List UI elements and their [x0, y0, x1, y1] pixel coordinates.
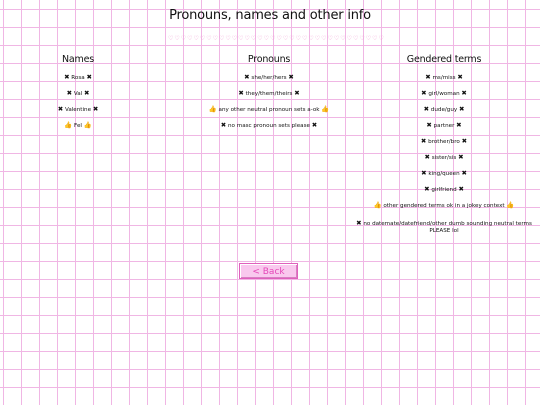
gendered-item-text: brother/bro: [428, 139, 460, 145]
crossbones-icon: ✖: [238, 89, 244, 97]
pronouns-item-text: she/her/hers: [251, 75, 287, 81]
heart-divider: ♡♡♡♡♡♡♡♡♡♡♡♡♡♡♡♡♡♡♡♡♡♡♡♡♡♡♡♡♡♡♡♡♡♡: [168, 35, 385, 42]
gendered-item: [354, 202, 534, 218]
pronouns-item: [196, 90, 342, 106]
names-item-text: Fel: [74, 123, 82, 129]
crossbones-icon: ✖: [456, 121, 462, 129]
crossbones-icon: ✖: [420, 137, 427, 145]
crossbones-icon: ✖: [220, 121, 227, 129]
gendered-item: [354, 154, 534, 170]
gendered-item: [354, 74, 534, 90]
crossbones-icon: ✖: [86, 73, 92, 81]
crossbones-icon: ✖: [458, 105, 465, 113]
gendered-item: [354, 122, 534, 138]
crossbones-icon: ✖: [311, 121, 318, 129]
names-item: [48, 90, 108, 106]
crossbones-icon: ✖: [92, 105, 99, 113]
back-button[interactable]: < Back: [239, 263, 298, 279]
crossbones-icon: ✖: [83, 89, 90, 97]
pronouns-item: [196, 74, 342, 90]
names-item-text: Rosa: [71, 75, 85, 81]
crossbones-icon: ✖: [457, 73, 463, 81]
gendered-terms-column: [354, 54, 534, 235]
names-item: [48, 122, 108, 138]
crossbones-icon: ✖: [288, 73, 294, 81]
names-column: [48, 54, 108, 138]
gendered-item: [354, 138, 534, 154]
crossbones-icon: ✖: [64, 73, 70, 81]
gendered-item: [354, 90, 534, 106]
crossbones-icon: ✖: [424, 153, 430, 161]
pronouns-item: [196, 122, 342, 138]
page-title: Pronouns, names and other info: [169, 8, 371, 23]
crossbones-icon: ✖: [458, 185, 464, 193]
thumbs-up-icon: 👍: [321, 105, 330, 113]
names-item-text: Valentine: [64, 107, 92, 113]
gendered-item: [354, 220, 534, 235]
pronouns-item-text: they/them/theirs: [245, 91, 293, 97]
gendered-item: [354, 186, 534, 202]
crossbones-icon: ✖: [458, 153, 464, 161]
crossbones-icon: ✖: [461, 137, 468, 145]
gendered-item: [354, 106, 534, 122]
thumbs-up-icon: 👍: [64, 121, 73, 129]
thumbs-up-icon: 👍: [83, 121, 92, 129]
names-item: [48, 74, 108, 90]
crossbones-icon: ✖: [423, 105, 430, 113]
gendered-terms-heading: Gendered terms: [406, 54, 482, 65]
crossbones-icon: ✖: [426, 121, 432, 129]
gendered-item: [354, 170, 534, 186]
thumbs-up-icon: 👍: [506, 201, 515, 209]
gendered-item-text: no datemate/datefriend/other dumb sounding neutral terms PLEASE lol: [363, 221, 532, 234]
crossbones-icon: ✖: [66, 89, 73, 97]
gendered-item-text: other gendered terms ok in a jokey context: [383, 203, 505, 209]
names-item: [48, 106, 108, 122]
gendered-item-text: dude/guy: [430, 107, 458, 113]
gendered-item-text: girlfriend: [431, 187, 457, 193]
crossbones-icon: ✖: [461, 89, 467, 97]
gendered-item-text: sister/sis: [431, 155, 457, 161]
crossbones-icon: ✖: [57, 105, 64, 113]
crossbones-icon: ✖: [356, 219, 362, 227]
crossbones-icon: ✖: [244, 73, 250, 81]
pronouns-item: [196, 106, 342, 122]
crossbones-icon: ✖: [424, 185, 430, 193]
crossbones-icon: ✖: [461, 169, 467, 177]
gendered-item-text: partner: [433, 123, 455, 129]
gendered-item-text: king/queen: [428, 171, 460, 177]
names-heading: Names: [62, 54, 94, 65]
gendered-item-text: girl/woman: [428, 91, 460, 97]
crossbones-icon: ✖: [421, 89, 427, 97]
crossbones-icon: ✖: [421, 169, 427, 177]
gendered-item-text: ms/miss: [432, 75, 456, 81]
crossbones-icon: ✖: [425, 73, 431, 81]
thumbs-up-icon: 👍: [208, 105, 217, 113]
names-item-text: Val: [73, 91, 83, 97]
pronouns-item-text: no masc pronoun sets please: [228, 123, 310, 129]
pronouns-item-text: any other neutral pronoun sets a-ok: [218, 107, 320, 113]
crossbones-icon: ✖: [294, 89, 300, 97]
pronouns-column: [196, 54, 342, 138]
thumbs-up-icon: 👍: [373, 201, 382, 209]
pronouns-heading: Pronouns: [247, 54, 291, 65]
